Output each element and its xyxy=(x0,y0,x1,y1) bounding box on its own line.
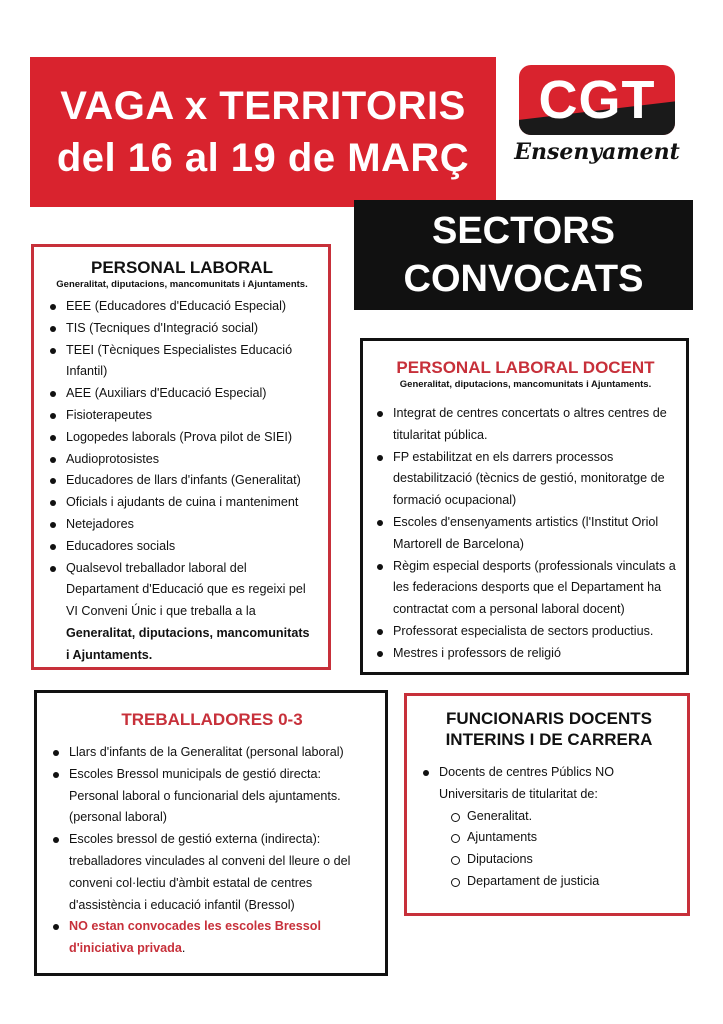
funcionaris-list xyxy=(421,762,677,806)
exclusion-note: NO estan convocades les escoles Bressol d'iniciativa privada xyxy=(69,919,321,956)
funcionaris-title-line2: INTERINS I DE CARRERA xyxy=(445,730,653,749)
personal-laboral-title: PERSONAL LABORAL xyxy=(91,258,273,277)
list-item: Escoles bressol de gestió externa (indirecta): treballadores vinculades al conveni del lleure o del conveni col·lectiu d'àmbit estatal de centres d'assistència i educació infantil (Bressol) xyxy=(51,829,373,916)
list-item: TIS (Tecniques d'Integració social) xyxy=(48,318,316,340)
list-item: AEE (Auxiliars d'Educació Especial) xyxy=(48,383,316,405)
list-item xyxy=(51,916,373,960)
personal-docent-list xyxy=(375,403,676,665)
list-item: FP estabilitzat en els darrers processos destabilització (tècnics de gestió, monitoratge de formació ocupacional) xyxy=(375,447,676,512)
personal-docent-title: PERSONAL LABORAL DOCENT xyxy=(396,358,655,377)
sectors-line2: CONVOCATS xyxy=(403,258,644,300)
funcionaris-sublist xyxy=(451,806,677,893)
list-item: Oficials i ajudants de cuina i manteniment xyxy=(48,492,316,514)
list-item: Fisioterapeutes xyxy=(48,405,316,427)
note-end: . xyxy=(181,941,186,956)
list-item: Professorat especialista de sectors productius. xyxy=(375,621,676,643)
sectors-line1: SECTORS xyxy=(431,210,615,252)
list-item: Escoles d'ensenyaments artistics (l'Institut Oriol Martorell de Barcelona) xyxy=(375,512,676,556)
list-item: Audioprotosistes xyxy=(48,449,316,471)
treballadores-box xyxy=(34,690,388,976)
last-item-text: Qualsevol treballador laboral del Departament d'Educació que es regeixi pel VI Conveni Únic i que treballa a la xyxy=(66,560,306,619)
personal-docent-box xyxy=(360,338,689,675)
funcionaris-box xyxy=(404,693,690,916)
last-item-bold: Generalitat, diputacions, mancomunitats i Ajuntaments. xyxy=(66,625,310,662)
sublist-item: Diputacions xyxy=(451,849,677,871)
list-item: Mestres i professors de religió xyxy=(375,643,676,665)
list-item: Docents de centres Públics NO Universitaris de titularitat de: xyxy=(421,762,677,806)
personal-laboral-list xyxy=(48,296,316,667)
list-item: Escoles Bressol municipals de gestió directa: Personal laboral o funcionarial dels ajuntaments. (personal laboral) xyxy=(51,764,373,829)
list-item: Netejadores xyxy=(48,514,316,536)
sublist-item: Departament de justicia xyxy=(451,871,677,893)
treballadores-title: TREBALLADORES 0-3 xyxy=(121,710,303,729)
list-item: Règim especial desports (professionals vinculats a les federacions desports que el Departament ha contractat com a personal laboral docent) xyxy=(375,556,676,621)
list-item: Integrat de centres concertats o altres centres de titularitat pública. xyxy=(375,403,676,447)
logo-mark xyxy=(519,65,675,135)
list-item: EEE (Educadores d'Educació Especial) xyxy=(48,296,316,318)
sectors-heading xyxy=(354,200,693,310)
personal-laboral-subtitle: Generalitat, diputacions, mancomunitats i Ajuntaments. xyxy=(56,279,308,290)
cgt-logo xyxy=(511,65,683,177)
banner-title: VAGA x TERRITORIS xyxy=(60,84,466,128)
personal-docent-subtitle: Generalitat, diputacions, mancomunitats i Ajuntaments. xyxy=(399,379,652,390)
list-item: Logopedes laborals (Prova pilot de SIEI) xyxy=(48,427,316,449)
list-item: Llars d'infants de la Generalitat (personal laboral) xyxy=(51,742,373,764)
banner-dates: del 16 al 19 de MARÇ xyxy=(56,136,470,180)
treballadores-list xyxy=(51,742,373,960)
funcionaris-title-line1: FUNCIONARIS DOCENTS xyxy=(446,709,652,728)
list-item: Educadores de llars d'infants (Generalitat) xyxy=(48,470,316,492)
logo-subtitle: Ensenyament xyxy=(514,139,680,165)
logo-text: CGT xyxy=(538,70,656,130)
sublist-item: Generalitat. xyxy=(451,806,677,828)
list-item xyxy=(48,558,316,667)
list-item: TEEI (Tècniques Especialistes Educació Infantil) xyxy=(48,340,316,384)
strike-banner xyxy=(30,57,496,207)
sublist-item: Ajuntaments xyxy=(451,827,677,849)
list-item: Educadores socials xyxy=(48,536,316,558)
personal-laboral-box xyxy=(31,244,331,670)
